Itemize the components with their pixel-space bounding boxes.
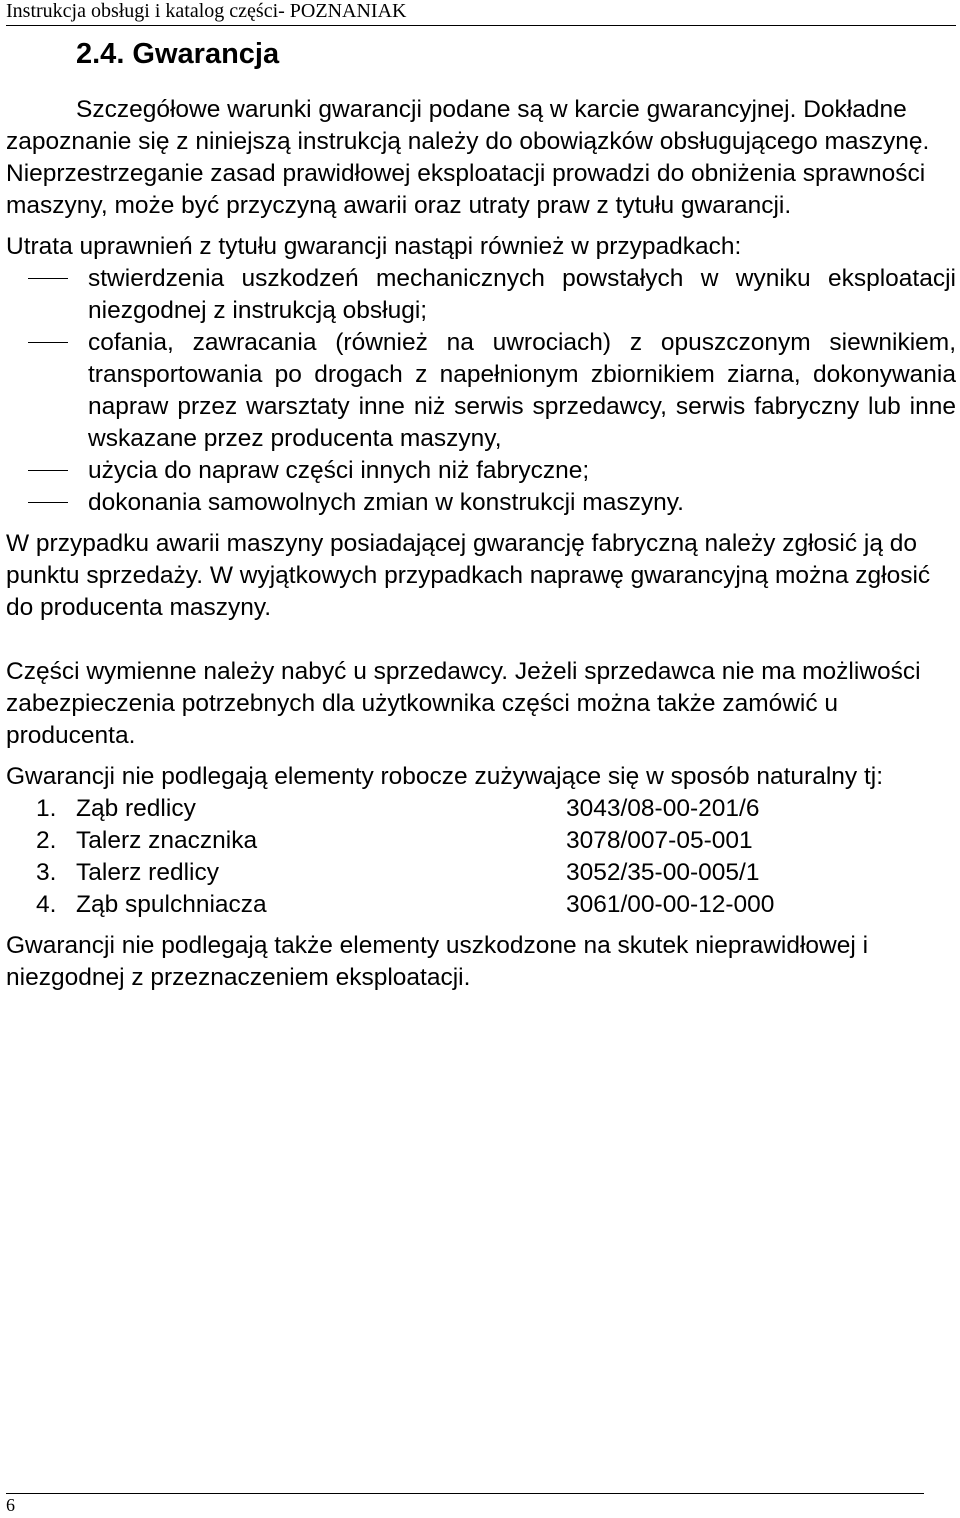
table-row (6, 857, 956, 889)
list-item-text: stwierdzenia uszkodzeń mechanicznych powstałych w wyniku eksploatacji niezgodnej z instrukcją obsługi; (88, 265, 956, 324)
part-number: 4. (36, 891, 57, 918)
part-name: Talerz redlicy (76, 859, 219, 886)
spare-parts-paragraph: Części wymienne należy nabyć u sprzedawcy. Jeżeli sprzedawca nie ma możliwości zabezpieczenia potrzebnych dla użytkownika części można także zamówić u producenta. (6, 658, 921, 749)
table-row (6, 793, 956, 825)
list-item (6, 263, 956, 327)
list-item-text: użycia do napraw części innych niż fabryczne; (88, 457, 590, 484)
part-code: 3043/08-00-201/6 (566, 795, 760, 822)
list-item (6, 487, 956, 519)
part-code: 3078/007-05-001 (566, 827, 753, 854)
section-title: 2.4. Gwarancja (76, 38, 280, 70)
table-row (6, 825, 956, 857)
part-number: 3. (36, 859, 57, 886)
footer-divider (6, 1493, 924, 1494)
part-code: 3052/35-00-005/1 (566, 859, 760, 886)
loss-intro-paragraph: Utrata uprawnień z tytułu gwarancji nastąpi również w przypadkach: (6, 233, 742, 260)
page-number: 6 (6, 1495, 15, 1515)
wear-parts-list (6, 793, 956, 921)
document-body (6, 94, 956, 994)
list-item-text: cofania, zawracania (również na uwrociach) z opuszczonym siewnikiem, transportowania po drogach z napełnionym zbiornikiem ziarna, dokonywania napraw przez warsztaty inne niż serwis sprzedawcy, serwis fabryczny lub inne wskazane przez producenta maszyny, (88, 329, 956, 452)
list-item-text: dokonania samowolnych zmian w konstrukcji maszyny. (88, 489, 684, 516)
closing-paragraph: Gwarancji nie podlegają także elementy uszkodzone na skutek nieprawidłowej i niezgodnej z przeznaczeniem eksploatacji. (6, 932, 869, 991)
table-row (6, 889, 956, 921)
intro-paragraph: Szczegółowe warunki gwarancji podane są w karcie gwarancyjnej. Dokładne zapoznanie się z niniejszą instrukcją należy do obowiązków obsługującego maszynę. Nieprzestrzeganie zasad prawidłowej eksploatacji prowadzi do obniżenia sprawności maszyny, może być przyczyną awarii oraz utraty praw z tytułu gwarancji. (6, 96, 930, 219)
dash-bullet-icon (28, 342, 68, 343)
part-name: Ząb spulchniacza (76, 891, 267, 918)
running-header: Instrukcja obsługi i katalog części- POZNANIAK (6, 0, 956, 26)
part-name: Ząb redlicy (76, 795, 196, 822)
dash-bullet-icon (28, 470, 68, 471)
part-code: 3061/00-00-12-000 (566, 891, 775, 918)
part-name: Talerz znacznika (76, 827, 258, 854)
failure-paragraph: W przypadku awarii maszyny posiadającej gwarancję fabryczną należy zgłosić ją do punktu sprzedaży. W wyjątkowych przypadkach naprawę gwarancyjną można zgłosić do producenta maszyny. (6, 530, 931, 621)
dash-bullet-icon (28, 278, 68, 279)
list-item (6, 455, 956, 487)
list-item (6, 327, 956, 455)
loss-conditions-list (6, 263, 956, 519)
wear-intro-paragraph: Gwarancji nie podlegają elementy robocze zużywające się w sposób naturalny tj: (6, 763, 884, 790)
part-number: 1. (36, 795, 57, 822)
dash-bullet-icon (28, 502, 68, 503)
part-number: 2. (36, 827, 57, 854)
